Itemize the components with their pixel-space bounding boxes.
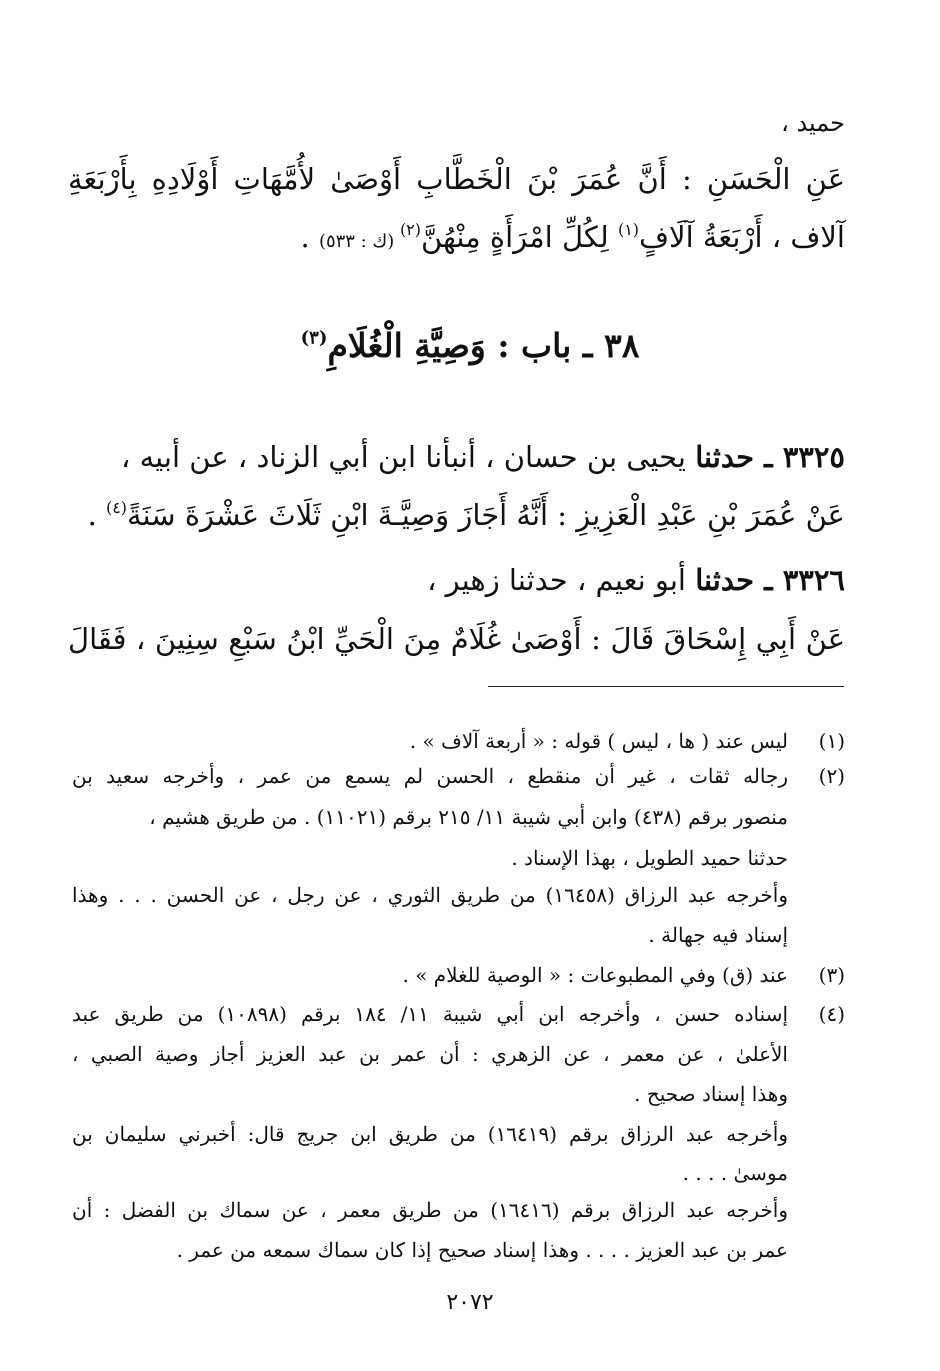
- footnote-4-line: وأخرجه عبد الرزاق برقم (١٦٤١٩) من طريق ابن جريج قال: أخبرني سليمان بن: [72, 1122, 788, 1146]
- footnote-ref-2[interactable]: (٢): [399, 220, 421, 240]
- intro-line-2: [300, 220, 846, 254]
- chapter-heading: [0, 326, 940, 365]
- footnote-4-line: إسناده حسن ، وأخرجه ابن أبي شيبة ١١/ ١٨٤ برقم (١٠٨٩٨) من طريق عبد: [72, 1002, 788, 1026]
- footnote-2-line: حدثنا حميد الطويل ، بهذا الإسناد .: [511, 846, 788, 870]
- hadith-3326-isnad: [427, 563, 845, 597]
- footnote-2-line: منصور برقم (٤٣٨) وابن أبي شيبة ١١/ ٢١٥ برقم (١١٠٢١) . من طريق هشيم ،: [149, 805, 788, 829]
- header-fragment: حميد ،: [781, 109, 845, 137]
- footnote-2-line: وأخرجه عبد الرزاق (١٦٤٥٨) من طريق الثوري ، عن رجل ، عن الحسن . . . وهذا: [72, 883, 788, 907]
- footnote-ref-3[interactable]: (٣): [300, 327, 328, 349]
- footnote-4-line: وهذا إسناد صحيح .: [634, 1082, 788, 1106]
- footnote-divider: [488, 686, 844, 687]
- footnote-3-line: عند (ق) وفي المطبوعات : « الوصية للغلام » .: [402, 963, 788, 987]
- hadith-isnad-text: أبو نعيم ، حدثنا زهير ،: [427, 563, 696, 597]
- footnote-4-line: موسىٰ . . . .: [682, 1161, 788, 1185]
- manuscript-reference: (ك : ٥٣٣): [318, 231, 400, 252]
- footnote-ref-1[interactable]: (١): [617, 220, 639, 240]
- footnote-2-line: رجاله ثقات ، غير أن منقطع ، الحسن لم يسمع من عمر ، وأخرجه سعيد بن: [72, 764, 788, 788]
- hadith-isnad-text: يحيى بن حسان ، أنبأنا ابن أبي الزناد ، عن أبيه ،: [121, 440, 696, 474]
- footnote-number: (٣): [818, 963, 845, 987]
- chapter-title: ٣٨ ـ باب : وَصِيَّةِ الْغُلَامِ: [327, 326, 640, 365]
- footnote-4-line: وأخرجه عبد الرزاق برقم (١٦٤١٦) من طريق معمر ، عن سماك بن الفضل : أن: [72, 1198, 788, 1222]
- footnote-4-line: عمر بن عبد العزيز . . . . وهذا إسناد صحيح إذا كان سماك سمعه من عمر .: [176, 1238, 788, 1262]
- footnote-2-line: إسناد فيه جهالة .: [648, 923, 788, 947]
- hadith-matn-text: عَنْ عُمَرَ بْنِ عَبْدِ الْعَزِيزِ : أَنَّهُ أَجَازَ وَصِيَّـةَ ابْنِ ثَلَاثَ عَشْرَةَ سَنَةً: [127, 498, 845, 532]
- footnote-number: (٢): [818, 764, 845, 788]
- hadith-number: ٣٣٢٥ ـ حدثنا: [695, 440, 845, 474]
- footnote-number: (٤): [818, 1002, 845, 1026]
- footnote-ref-4[interactable]: (٤): [106, 498, 127, 518]
- footnote-4-line: الأعلىٰ ، عن معمر ، عن الزهري : أن عمر بن عبد العزيز أجاز وصية الصبي ،: [72, 1042, 788, 1066]
- hadith-3325-matn: [87, 498, 845, 532]
- hadith-matn-end: .: [87, 498, 106, 532]
- hadith-number: ٣٣٢٦ ـ حدثنا: [695, 563, 845, 597]
- footnote-1-line: ليس عند ( ها ، ليس ) قوله : « أربعة آلاف » .: [409, 729, 788, 753]
- intro-line-1: عَنِ الْحَسَنِ : أَنَّ عُمَرَ بْنَ الْخَطَّابِ أَوْصَىٰ لأُمَّهَاتِ أَوْلَادِهِ بِأَرْبَعَةِ: [68, 162, 845, 196]
- hadith-3326-matn: عَنْ أَبِي إِسْحَاقَ قَالَ : أَوْصَىٰ غُلَامٌ مِنَ الْحَيِّ ابْنُ سَبْعِ سِنِينَ ، فَقَالَ: [68, 622, 845, 656]
- intro-line-2-text: آلاف ، أَرْبَعَةُ آلَافٍ: [638, 220, 845, 254]
- hadith-3325-isnad: [121, 440, 845, 474]
- page-number: ٢٠٧٢: [446, 1290, 494, 1315]
- intro-line-2-end: .: [300, 220, 319, 254]
- footnote-number: (١): [818, 729, 845, 753]
- intro-line-2-text-2: لِكُلِّ امْرَأَةٍ مِنْهُنَّ: [420, 220, 618, 254]
